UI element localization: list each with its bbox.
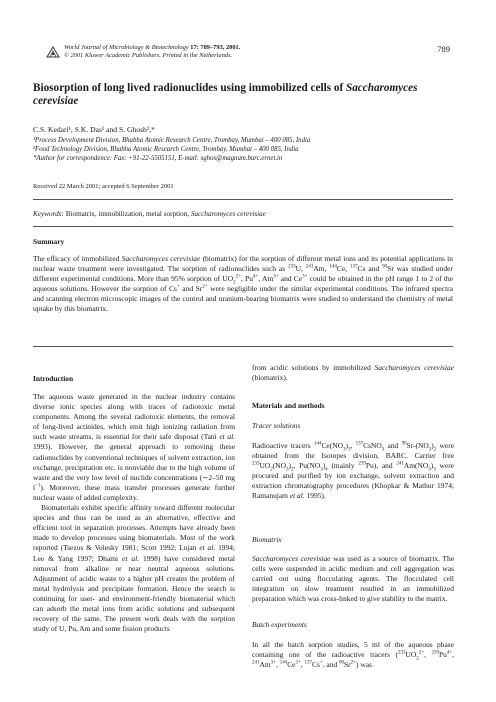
author-list: C.S. Kedari¹, S.K. Das¹ and S. Ghosh²,* bbox=[33, 125, 155, 134]
heading-introduction: Introduction bbox=[33, 374, 74, 383]
subheading-tracer-solutions: Tracer solutions bbox=[252, 421, 301, 430]
publisher-logo-icon bbox=[46, 45, 60, 59]
divider-keywords bbox=[33, 226, 453, 227]
article-title: Biosorption of long lived radionuclides using immobilized cells of Saccharomyces cerevisiae bbox=[33, 82, 418, 107]
heading-materials-methods: Materials and methods bbox=[252, 401, 325, 410]
journal-header bbox=[46, 44, 450, 66]
divider-summary bbox=[33, 346, 453, 347]
correspondence-note: *Author for correspondence: Fax: +91-22-5505151, E-mail: sghos@magnum.barc.ernet.in bbox=[33, 155, 283, 162]
keywords-line: Keywords: Biomatrix, immobilization, metal sorption, Saccharomyces cerevisiae bbox=[33, 210, 266, 218]
page-number: 789 bbox=[437, 44, 450, 54]
affiliation-1: ¹Process Development Division, Bhabha Atomic Research Centre, Trombay, Mumbai – 400 085, India bbox=[33, 137, 311, 144]
introduction-continued: from acidic solutions by immobilized Saccharomyces cerevisiae (biomatrix). bbox=[252, 363, 454, 383]
divider-top bbox=[33, 199, 453, 200]
summary-heading: Summary bbox=[33, 237, 65, 246]
summary-text: The efficacy of immobilized Saccharomyces cerevisiae (biomatrix) for the sorption of different metal ions and its potential applications in nuclear waste treatment were investigated. The sorption of radionuclides such as $^{233}$U, $^{241}$Am, $^{144}$Ce, $^{137}$Cs and $^{90}$Sr was studied under different experimental conditions. More than 95% sorption of $UO_2^{2+}$, $Pu^{4+}$, $Am^{3+}$ and $Ce^{3+}$ could be obtained in the pH range 1 to 2 of the aqueous solutions. However the sorption of Cs+ and $Sr^{2+}$ were negligible under the similar experimental conditions. The infrared spectra and scanning electron microscopic images of the control and uranium-bearing biomatrix were studied to understand the chemistry of metal uptake by this biomatrix. bbox=[33, 254, 454, 314]
journal-citation: World Journal of Microbiology & Biotechnology 17: 789–793, 2001. © 2001 Kluwer Academic Publishers. Printed in the Netherlands. bbox=[64, 44, 241, 59]
affiliation-2: ²Food Technology Division, Bhabha Atomic Research Centre, Trombay, Mumbai – 400 085, India bbox=[33, 146, 299, 153]
tracer-solutions-text: Radioactive tracers $^{144}Ce(NO_3)_3$, $^{137}$CsNO$_3$ and $^{90}Sr-(NO_3)_2$ were obtained from the Isotopes division, BARC. Carrier free $^{233}UO_2(NO_3)_2$, $Pu(NO_3)_4$ (mainly $^{239}$Pu), and $^{241}Am(NO_3)_3$ were procured and purified by ion exchange, solvent extraction and extraction chromatography procedures (Khopkar & Mathur 1974; Ramanujam et al. 1995). bbox=[252, 441, 454, 501]
batch-experiments-text: In all the batch sorption studies, 5 ml of the aqueous phase containing one of the radioactive tracers ($^{233}UO_2^{2+}$, $^{239}Pu^{4+}$, $^{241}Am^{3+}$, $^{144}Ce^{3+}$, $^{137}$Cs+, and $^{90}Sr^{2+}$) was bbox=[252, 640, 455, 670]
biomatrix-text: Saccharomyces cerevisiae was used as a source of biomatrix. The cells were suspended in acidic medium and cell aggregation was carried out using flocculating agents. The flocculated cell integration on slow treatment resulted in an immobilized preparation which was cross-linked to give stability to the matrix. bbox=[252, 554, 454, 604]
introduction-text: The aqueous waste generated in the nuclear industry contains diverse ionic species along with traces of radiotoxic metal components. Among the several radiotoxic elements, the removal of long-lived actinides, which emit high ionizing radiation from such waste streams, is essential for their safe disposal (Tani et al. 1993). However, the general approach to removing these radionuclides by conventional techniques of solvent extraction, ion exchange, precipitation etc. is nonviable due to the high volume of waste and the very low level of nuclide concentrations (∼2–50 mg $l^{-1}$). Moreover, these mass transfer processes generate further nuclear waste of added complexity. Biomaterials exhibit specific affinity toward different molecular species and thus can be used as an alternative, effective and efficient tool in separation processes. Attempts have already been made to develop processes using biomaterials. Most of the work reported (Tsezos & Volesky 1981; Scott 1992; Lujan et al. 1994; Lee & Yang 1997; Dhami et al. 1998) have considered metal removal from alkaline or near neutral aqueous solutions. Adjustment of acidic waste to a higher pH creates the problem of metal hydrolysis and precipitate formation. Hence the search is continuing for user- and environment-friendly biomaterial which can adsorb the metal ions from acidic solutions and subsequent recovery of the same. The present work deals with the sorption study of U, Pu, Am and some fission products bbox=[33, 392, 236, 634]
received-date: Received 22 March 2001; accepted 6 September 2001 bbox=[33, 183, 174, 190]
subheading-batch-experiments: Batch experiments bbox=[252, 620, 307, 629]
subheading-biomatrix: Biomatrix bbox=[252, 535, 282, 544]
